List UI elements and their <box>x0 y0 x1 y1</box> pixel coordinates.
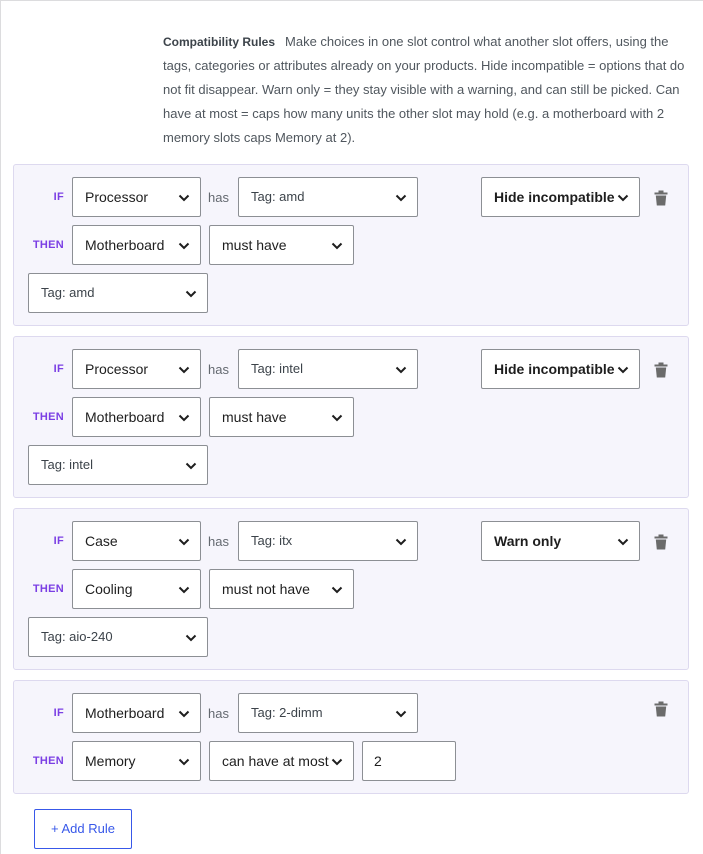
delete-rule-trash-icon[interactable] <box>654 701 668 717</box>
rule-card <box>13 336 689 498</box>
operator-select[interactable] <box>209 397 354 437</box>
chevron-down-icon <box>394 363 408 377</box>
if-slot-value: Processor <box>85 361 149 377</box>
if-label: IF <box>53 191 64 203</box>
chevron-down-icon <box>177 583 191 597</box>
then-slot-select[interactable] <box>72 741 201 781</box>
condition-select[interactable] <box>238 349 418 389</box>
has-label: has <box>208 190 229 205</box>
chevron-down-icon <box>177 239 191 253</box>
chevron-down-icon <box>177 191 191 205</box>
chevron-down-icon <box>330 755 344 769</box>
has-label: has <box>208 534 229 549</box>
if-label: IF <box>53 707 64 719</box>
then-slot-value: Motherboard <box>85 409 165 425</box>
chevron-down-icon <box>616 363 630 377</box>
section-title: Compatibility Rules <box>163 35 276 49</box>
then-label: THEN <box>32 411 64 423</box>
operator-value: can have at most <box>222 753 329 769</box>
chevron-down-icon <box>184 287 198 301</box>
operator-value: must not have <box>222 581 310 597</box>
condition-value: Tag: 2-dimm <box>251 705 323 720</box>
rule-card <box>13 508 689 670</box>
then-label: THEN <box>32 583 64 595</box>
has-label: has <box>208 706 229 721</box>
target-value: Tag: intel <box>41 457 94 472</box>
target-select[interactable] <box>28 445 208 485</box>
if-slot-select[interactable] <box>72 349 201 389</box>
chevron-down-icon <box>330 411 344 425</box>
operator-select[interactable] <box>209 569 354 609</box>
chevron-down-icon <box>177 535 191 549</box>
chevron-down-icon <box>330 583 344 597</box>
operator-value: must have <box>222 409 287 425</box>
chevron-down-icon <box>616 535 630 549</box>
mode-select[interactable] <box>481 521 640 561</box>
if-label: IF <box>53 535 64 547</box>
operator-select[interactable] <box>209 225 354 265</box>
if-slot-select[interactable] <box>72 521 201 561</box>
mode-value: Warn only <box>494 533 562 549</box>
target-select[interactable] <box>28 617 208 657</box>
chevron-down-icon <box>394 535 408 549</box>
if-slot-value: Processor <box>85 189 149 205</box>
delete-rule-trash-icon[interactable] <box>654 534 668 550</box>
chevron-down-icon <box>177 363 191 377</box>
then-slot-value: Motherboard <box>85 237 165 253</box>
condition-value: Tag: amd <box>251 189 305 204</box>
then-slot-select[interactable] <box>72 225 201 265</box>
target-value: Tag: amd <box>41 285 95 300</box>
chevron-down-icon <box>184 631 198 645</box>
if-label: IF <box>53 363 64 375</box>
if-slot-value: Motherboard <box>85 705 165 721</box>
condition-select[interactable] <box>238 693 418 733</box>
target-select[interactable] <box>28 273 208 313</box>
chevron-down-icon <box>177 755 191 769</box>
section-description: Make choices in one slot control what another slot offers, using the tags, categories or attributes already on your products. Hide incompatible = options that do not fit disappear. Warn only = they stay visible with a warning, and can still be picked. Can have at most = caps how many units the other slot may hold (e.g. a motherboard with 2 memory slots caps Memory at 2). <box>163 34 685 145</box>
mode-select[interactable] <box>481 177 640 217</box>
then-slot-value: Memory <box>85 753 136 769</box>
condition-select[interactable] <box>238 177 418 217</box>
limit-number-input[interactable]: 2 <box>362 741 456 781</box>
chevron-down-icon <box>177 707 191 721</box>
delete-rule-trash-icon[interactable] <box>654 190 668 206</box>
mode-select[interactable] <box>481 349 640 389</box>
chevron-down-icon <box>394 191 408 205</box>
then-slot-select[interactable] <box>72 397 201 437</box>
operator-value: must have <box>222 237 287 253</box>
chevron-down-icon <box>616 191 630 205</box>
if-slot-select[interactable] <box>72 177 201 217</box>
then-label: THEN <box>32 239 64 251</box>
if-slot-value: Case <box>85 533 118 549</box>
mode-value: Hide incompatible <box>494 189 615 205</box>
operator-select[interactable] <box>209 741 354 781</box>
chevron-down-icon <box>330 239 344 253</box>
condition-select[interactable] <box>238 521 418 561</box>
condition-value: Tag: itx <box>251 533 293 548</box>
chevron-down-icon <box>177 411 191 425</box>
if-slot-select[interactable] <box>72 693 201 733</box>
rules-description-block <box>163 30 688 150</box>
rule-card <box>13 680 689 794</box>
condition-value: Tag: intel <box>251 361 304 376</box>
rule-card <box>13 164 689 326</box>
then-slot-value: Cooling <box>85 581 133 597</box>
then-label: THEN <box>32 755 64 767</box>
mode-value: Hide incompatible <box>494 361 615 377</box>
chevron-down-icon <box>394 707 408 721</box>
add-rule-button[interactable]: + Add Rule <box>34 809 132 849</box>
delete-rule-trash-icon[interactable] <box>654 362 668 378</box>
has-label: has <box>208 362 229 377</box>
target-value: Tag: aio-240 <box>41 629 113 644</box>
then-slot-select[interactable] <box>72 569 201 609</box>
chevron-down-icon <box>184 459 198 473</box>
